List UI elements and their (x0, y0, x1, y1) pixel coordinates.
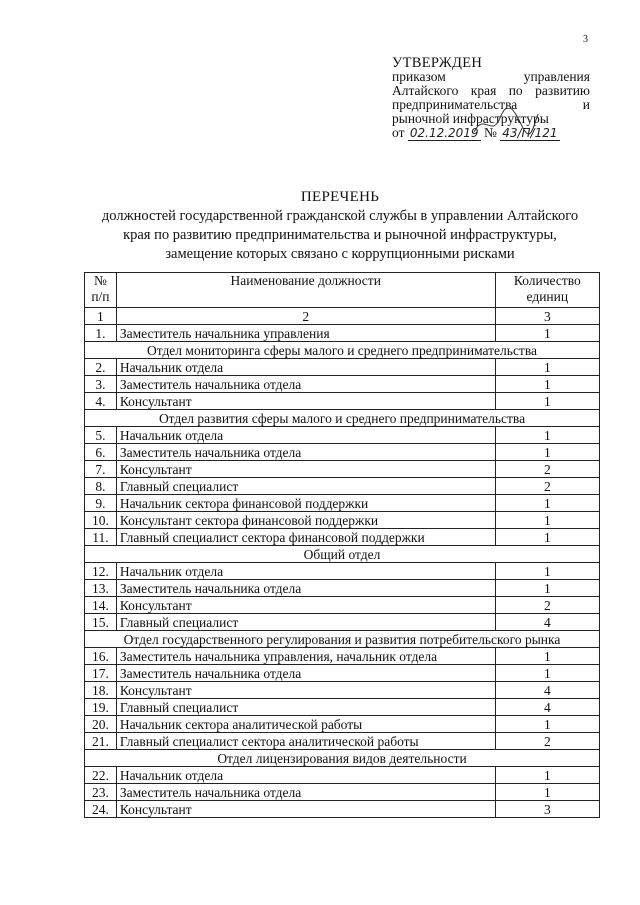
table-row (85, 648, 600, 665)
department-row (85, 342, 600, 359)
row-count: 3 (495, 801, 599, 818)
row-position: Начальник отдела (116, 563, 495, 580)
row-position: Начальник отдела (116, 359, 495, 376)
row-count: 4 (495, 699, 599, 716)
row-count: 1 (495, 512, 599, 529)
page-number: 3 (583, 34, 588, 45)
row-position: Начальник отдела (116, 427, 495, 444)
approval-line-4: рыночной инфраструктуры (392, 111, 549, 126)
row-position: Заместитель начальника отдела (116, 784, 495, 801)
row-position: Начальник сектора аналитической работы (116, 716, 495, 733)
row-position: Консультант сектора финансовой поддержки (116, 512, 495, 529)
row-num: 24. (85, 801, 117, 818)
row-position: Консультант (116, 461, 495, 478)
table-row (85, 376, 600, 393)
row-count: 1 (495, 325, 599, 342)
row-position: Главный специалист (116, 614, 495, 631)
table-row (85, 563, 600, 580)
row-num: 20. (85, 716, 117, 733)
row-count: 1 (495, 427, 599, 444)
table-row (85, 665, 600, 682)
row-position: Консультант (116, 801, 495, 818)
row-position: Главный специалист (116, 699, 495, 716)
department-title: Отдел лицензирования видов деятельности (85, 750, 600, 767)
col-number-3: 3 (495, 308, 599, 325)
table-row (85, 325, 600, 342)
table-row (85, 461, 600, 478)
order-number: 43/П/121 (502, 126, 558, 140)
row-num: 10. (85, 512, 117, 529)
signature-stroke (470, 108, 540, 138)
row-num: 13. (85, 580, 117, 597)
header-num: № п/п (85, 273, 117, 308)
table-row (85, 767, 600, 784)
row-num: 6. (85, 444, 117, 461)
row-count: 1 (495, 393, 599, 410)
row-num: 1. (85, 325, 117, 342)
table-row (85, 512, 600, 529)
table-header-row (85, 273, 600, 308)
row-count: 1 (495, 495, 599, 512)
row-num: 3. (85, 376, 117, 393)
department-row (85, 750, 600, 767)
approval-line-2: Алтайского края по развитию (392, 83, 590, 98)
order-number-sign: № (483, 125, 497, 140)
row-count: 1 (495, 580, 599, 597)
approval-line-3: предпринимательства и (392, 97, 590, 112)
header-name: Наименование должности (116, 273, 495, 308)
row-position: Главный специалист сектора финансовой поддержки (116, 529, 495, 546)
row-position: Заместитель начальника отдела (116, 444, 495, 461)
row-position: Главный специалист (116, 478, 495, 495)
row-num: 19. (85, 699, 117, 716)
table-row (85, 580, 600, 597)
row-count: 1 (495, 529, 599, 546)
row-count: 2 (495, 461, 599, 478)
row-count: 1 (495, 376, 599, 393)
row-count: 1 (495, 767, 599, 784)
row-num: 4. (85, 393, 117, 410)
department-title: Отдел мониторинга сферы малого и среднего предпринимательства (85, 342, 600, 359)
row-position: Заместитель начальника отдела (116, 665, 495, 682)
row-num: 5. (85, 427, 117, 444)
col-number-1: 1 (85, 308, 117, 325)
row-num: 17. (85, 665, 117, 682)
table-row (85, 614, 600, 631)
row-position: Заместитель начальника управления, начальник отдела (116, 648, 495, 665)
table-row (85, 784, 600, 801)
table-row (85, 716, 600, 733)
column-number-row (85, 308, 600, 325)
document-title-block (70, 188, 610, 264)
title-line-3: замещение которых связано с коррупционными рисками (165, 246, 515, 262)
order-prefix: от (392, 125, 405, 140)
department-row (85, 546, 600, 563)
table-row (85, 478, 600, 495)
row-num: 23. (85, 784, 117, 801)
row-position: Заместитель начальника отдела (116, 376, 495, 393)
row-position: Главный специалист сектора аналитической работы (116, 733, 495, 750)
approval-line-1: приказом управления (392, 69, 590, 84)
department-row (85, 631, 600, 648)
row-num: 16. (85, 648, 117, 665)
row-count: 1 (495, 716, 599, 733)
order-date: 02.12.2019 (409, 126, 479, 140)
row-position: Начальник отдела (116, 767, 495, 784)
table-row (85, 529, 600, 546)
row-num: 22. (85, 767, 117, 784)
row-position: Консультант (116, 597, 495, 614)
row-position: Консультант (116, 682, 495, 699)
row-count: 1 (495, 665, 599, 682)
table-row (85, 444, 600, 461)
department-row (85, 410, 600, 427)
col-number-2: 2 (116, 308, 495, 325)
row-count: 2 (495, 478, 599, 495)
row-position: Начальник сектора финансовой поддержки (116, 495, 495, 512)
positions-table (84, 272, 600, 818)
row-count: 4 (495, 614, 599, 631)
row-count: 4 (495, 682, 599, 699)
department-title: Отдел государственного регулирования и развития потребительского рынка (85, 631, 600, 648)
row-num: 2. (85, 359, 117, 376)
table-row (85, 597, 600, 614)
table-row (85, 393, 600, 410)
row-num: 9. (85, 495, 117, 512)
row-count: 2 (495, 597, 599, 614)
row-num: 18. (85, 682, 117, 699)
row-num: 8. (85, 478, 117, 495)
title-line-1: должностей государственной гражданской службы в управлении Алтайского (101, 208, 579, 224)
row-count: 1 (495, 359, 599, 376)
row-num: 14. (85, 597, 117, 614)
table-row (85, 427, 600, 444)
table-row (85, 733, 600, 750)
row-position: Консультант (116, 393, 495, 410)
row-num: 11. (85, 529, 117, 546)
row-count: 1 (495, 648, 599, 665)
row-num: 12. (85, 563, 117, 580)
table-row (85, 495, 600, 512)
title-line-2: края по развитию предпринимательства и рыночной инфраструктуры, (123, 227, 557, 243)
department-title: Общий отдел (85, 546, 600, 563)
row-count: 1 (495, 563, 599, 580)
table-row (85, 359, 600, 376)
table-row (85, 682, 600, 699)
approval-heading: УТВЕРЖДЕН (392, 55, 483, 71)
row-count: 1 (495, 784, 599, 801)
row-num: 21. (85, 733, 117, 750)
department-title: Отдел развития сферы малого и среднего предпринимательства (85, 410, 600, 427)
table-row (85, 699, 600, 716)
row-num: 7. (85, 461, 117, 478)
row-num: 15. (85, 614, 117, 631)
row-count: 2 (495, 733, 599, 750)
table-row (85, 801, 600, 818)
header-count: Количество единиц (495, 273, 599, 308)
row-position: Заместитель начальника управления (116, 325, 495, 342)
document-title: ПЕРЕЧЕНЬ (300, 189, 380, 205)
row-position: Заместитель начальника отдела (116, 580, 495, 597)
row-count: 1 (495, 444, 599, 461)
